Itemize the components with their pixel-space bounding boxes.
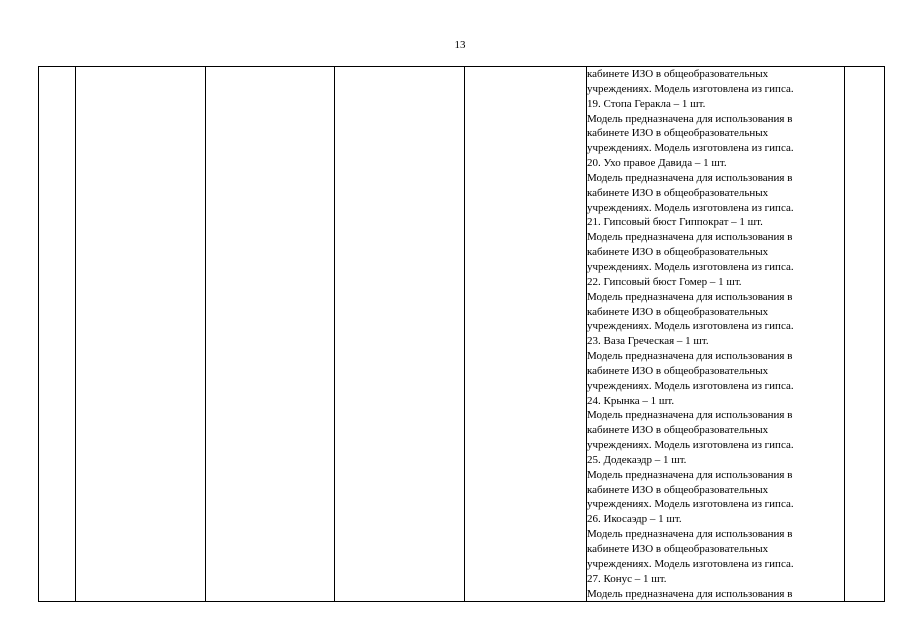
description-line: 27. Конус – 1 шт. [587, 572, 667, 585]
description-line: кабинете ИЗО в общеобразовательных [587, 127, 769, 140]
description-cell [587, 67, 845, 602]
description-line: 19. Стопа Геракла – 1 шт. [587, 97, 706, 110]
description-line: учреждениях. Модель изготовлена из гипса. [587, 498, 794, 511]
page-number: 13 [454, 39, 466, 51]
description-line: кабинете ИЗО в общеобразовательных [587, 364, 769, 377]
description-line: Модель предназначена для использования в [587, 468, 793, 481]
description-line: учреждениях. Модель изготовлена из гипса. [587, 142, 794, 155]
description-line: кабинете ИЗО в общеобразовательных [587, 305, 769, 318]
description-line: Модель предназначена для использования в [587, 409, 793, 422]
description-line: 23. Ваза Греческая – 1 шт. [587, 335, 709, 348]
description-line: учреждениях. Модель изготовлена из гипса. [587, 320, 794, 333]
description-line: Модель предназначена для использования в [587, 528, 793, 541]
description-line: 22. Гипсовый бюст Гомер – 1 шт. [587, 275, 742, 288]
description-line: учреждениях. Модель изготовлена из гипса. [587, 82, 794, 95]
empty-cell [465, 67, 587, 602]
description-line: Модель предназначена для использования в [587, 290, 793, 303]
empty-cell [845, 67, 885, 602]
description-line: 26. Икосаэдр – 1 шт. [587, 513, 682, 526]
description-line: 24. Крынка – 1 шт. [587, 394, 675, 407]
empty-cell [76, 67, 206, 602]
description-line: учреждениях. Модель изготовлена из гипса. [587, 379, 794, 392]
description-line: кабинете ИЗО в общеобразовательных [587, 483, 769, 496]
description-line: учреждениях. Модель изготовлена из гипса. [587, 201, 794, 214]
description-line: Модель предназначена для использования в [587, 112, 793, 125]
description-text [587, 67, 844, 601]
empty-cell [206, 67, 335, 602]
description-line: 20. Ухо правое Давида – 1 шт. [587, 157, 727, 170]
description-line: кабинете ИЗО в общеобразовательных [587, 246, 769, 259]
description-line: 25. Додекаэдр – 1 шт. [587, 453, 687, 466]
description-line: кабинете ИЗО в общеобразовательных [587, 543, 769, 555]
description-line: Модель предназначена для использования в [587, 587, 793, 600]
number-cell [39, 67, 76, 602]
description-line: кабинете ИЗО в общеобразовательных [587, 68, 769, 80]
description-line: Модель предназначена для использования в [587, 231, 793, 244]
description-line: учреждениях. Модель изготовлена из гипса. [587, 439, 794, 452]
description-line: учреждениях. Модель изготовлена из гипса. [587, 260, 794, 273]
specification-table [38, 66, 885, 602]
table-row [39, 67, 885, 602]
description-line: кабинете ИЗО в общеобразовательных [587, 186, 769, 199]
empty-cell [335, 67, 465, 602]
description-line: Модель предназначена для использования в [587, 350, 793, 363]
description-line: кабинете ИЗО в общеобразовательных [587, 424, 769, 437]
description-line: 21. Гипсовый бюст Гиппократ – 1 шт. [587, 216, 763, 229]
description-line: учреждениях. Модель изготовлена из гипса. [587, 557, 794, 570]
description-line: Модель предназначена для использования в [587, 171, 793, 184]
